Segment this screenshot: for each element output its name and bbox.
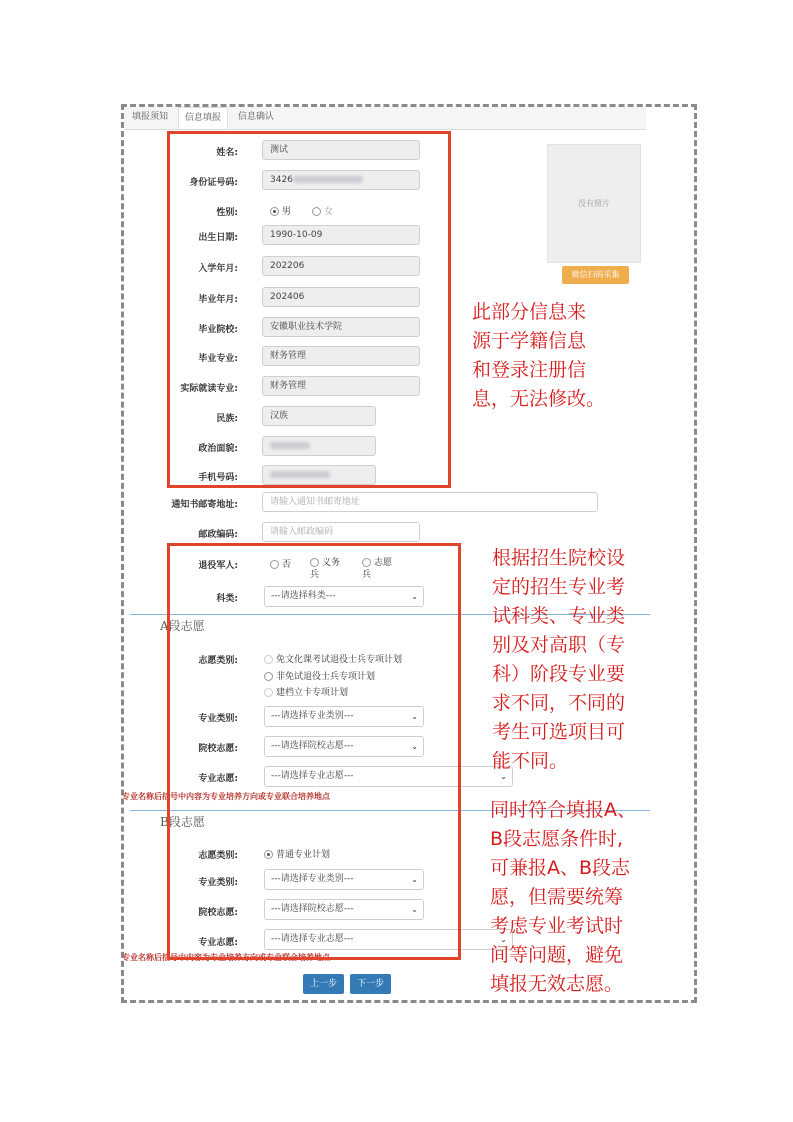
note-line: 能不同。 [492,750,569,772]
note-line: 试科类、专业类 [492,605,626,627]
enroll-label: 入学年月: [198,264,238,274]
prev-button[interactable]: 上一步 [303,974,344,994]
school-field[interactable]: 安徽职业技术学院 [262,317,420,337]
b-category-select-value: ---请选择专业类别--- [271,874,354,884]
address-label: 通知书邮寄地址: [171,500,238,510]
veteran-option-text: 志愿兵 [362,558,393,580]
actual-major-label: 实际就读专业: [180,384,238,394]
grad-label: 毕业年月: [198,295,238,305]
a-type-option-text: 免文化课考试退役士兵专项计划 [276,655,403,665]
photo-placeholder: 没有照片 [547,144,641,263]
section-a-title: A段志愿 [160,619,205,633]
tab-instructions[interactable]: 填报须知 [132,112,169,122]
chevron-down-icon: ⌄ [411,712,418,721]
grad-field[interactable]: 202406 [262,287,420,307]
nation-field[interactable]: 汉族 [262,406,376,426]
a-major-select-value: ---请选择专业志愿--- [271,771,354,781]
note-line: 根据招生院校设 [492,547,626,569]
tab-form[interactable]: 信息填报 [178,107,228,129]
veteran-option-text: 否 [282,560,292,570]
veteran-label: 退役军人: [198,561,238,571]
note-line: 求不同，不同的 [492,692,626,714]
a-type-label: 志愿类别: [198,656,238,666]
tab-bar [124,107,646,130]
annotation-note-2 [492,544,625,776]
note-line: 科）阶段专业要 [492,663,626,685]
postcode-label: 邮政编码: [198,530,238,540]
note-line: 考生可选项目可 [492,721,626,743]
subject-label: 科类: [216,594,238,604]
note-line: 可兼报A、B段志 [490,857,631,879]
note-line: B段志愿条件时, [490,828,624,850]
a-category-select-value: ---请选择专业类别--- [271,711,354,721]
b-type-label: 志愿类别: [198,851,238,861]
nation-label: 民族: [216,414,238,424]
name-label: 姓名: [216,148,238,158]
gender-male-text: 男 [282,207,292,217]
actual-major-field[interactable]: 财务管理 [262,376,420,396]
b-major-select-value: ---请选择专业志愿--- [271,934,354,944]
tab-confirm[interactable]: 信息确认 [238,112,275,122]
note-line: 考虑专业考试时 [490,915,624,937]
chevron-down-icon: ⌄ [411,742,418,751]
b-school-select-value: ---请选择院校志愿--- [271,904,354,914]
a-school-select-value: ---请选择院校志愿--- [271,741,354,751]
id-value: 3426 [270,175,293,185]
b-major-label: 专业志愿: [198,938,238,948]
a-category-label: 专业类别: [198,714,238,724]
gender-female-text: 女 [324,207,334,217]
note-line: 和登录注册信 [472,359,587,381]
note-line: 间等问题，避免 [490,944,624,966]
school-label: 毕业院校: [198,325,238,335]
b-category-label: 专业类别: [198,878,238,888]
major-label: 毕业专业: [198,354,238,364]
gender-label: 性别: [216,208,238,218]
a-major-note: 专业名称后括号中内容为专业培养方向或专业联合培养地点 [122,792,330,801]
note-line: 息，无法修改。 [472,388,606,410]
subject-select-value: ---请选择科类--- [271,591,336,601]
chevron-down-icon: ⌄ [411,875,418,884]
chevron-down-icon: ⌄ [411,592,418,601]
note-line: 别及对高职（专 [492,634,626,656]
id-label: 身份证号码: [189,178,238,188]
name-field[interactable]: 测试 [262,140,420,160]
address-input[interactable]: 请输入通知书邮寄地址 [262,492,598,512]
a-school-label: 院校志愿: [198,744,238,754]
annotation-note-1 [472,298,605,414]
note-line: 定的招生专业考 [492,576,626,598]
veteran-option-text: 义务兵 [310,558,341,580]
a-type-option-text: 建档立卡专项计划 [276,688,349,698]
section-b-title: B段志愿 [160,815,205,829]
postcode-input[interactable]: 请输入邮政编码 [262,522,420,542]
a-type-option-text: 非免试退役士兵专项计划 [276,672,376,682]
note-line: 源于学籍信息 [472,330,587,352]
note-line: 填报无效志愿。 [490,973,624,995]
birth-field[interactable]: 1990-10-09 [262,225,420,245]
b-major-note: 专业名称后括号中内容为专业培养方向或专业联合培养地点 [122,953,330,962]
b-type-option-text: 普通专业计划 [276,850,331,860]
wechat-scan-button[interactable]: 微信扫码采集 [562,266,629,284]
chevron-down-icon: ⌄ [500,772,507,781]
enroll-field[interactable]: 202206 [262,256,420,276]
b-school-label: 院校志愿: [198,908,238,918]
chevron-down-icon: ⌄ [411,905,418,914]
phone-label: 手机号码: [198,473,238,483]
a-major-label: 专业志愿: [198,774,238,784]
note-line: 愿，但需要统筹 [490,886,624,908]
note-line: 同时符合填报A、 [490,799,636,821]
chevron-down-icon: ⌄ [500,935,507,944]
annotation-box-volunteer [167,543,461,960]
annotation-box-basic-info [167,131,451,488]
annotation-note-3 [490,796,636,999]
major-field[interactable]: 财务管理 [262,346,420,366]
note-line: 此部分信息来 [472,301,587,323]
next-button[interactable]: 下一步 [350,974,391,994]
birth-label: 出生日期: [198,233,238,243]
political-label: 政治面貌: [198,444,238,454]
